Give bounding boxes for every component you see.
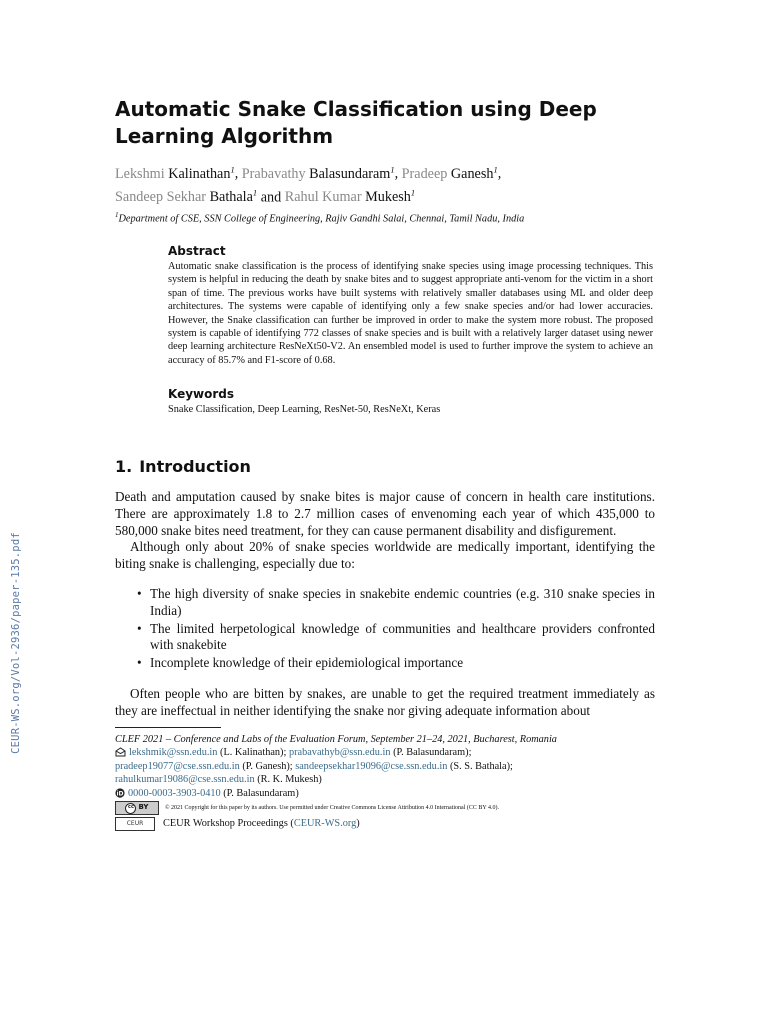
author-4: Sandeep Sekhar Bathala$^1$ <box>115 187 258 206</box>
author-3: Pradeep Ganesh$^1$ <box>401 164 498 182</box>
ceur-row <box>115 817 655 831</box>
email-link[interactable]: sandeepsekhar19096@cse.ssn.edu.in <box>295 760 448 772</box>
abstract-heading: Abstract <box>168 244 226 258</box>
sidebar-url[interactable] <box>8 520 24 765</box>
list-item: • The limited herpetological knowledge of communities and healthcare providers confronted with snakebite <box>137 620 655 653</box>
email-link[interactable]: lekshmik@ssn.edu.in <box>129 747 218 759</box>
ceur-label: CEUR Workshop Proceedings (CEUR-WS.org) <box>163 818 360 830</box>
paper-title: Automatic Snake Classification using Deep Learning Algorithm <box>115 97 597 148</box>
footnote-rule <box>115 727 221 728</box>
orcid-icon <box>115 788 125 798</box>
keywords-heading: Keywords <box>168 387 235 401</box>
cc-by-icon: cc BY <box>115 801 159 815</box>
email-link[interactable]: pradeep19077@cse.ssn.edu.in <box>115 760 240 772</box>
affiliation: $^1$Department of CSE, SSN College of Engineering, Rajiv Gandhi Salai, Chennai, Tamil Nadu, India <box>115 211 525 225</box>
keywords-text: Snake Classification, Deep Learning, ResNet-50, ResNeXt, Keras <box>168 404 441 415</box>
list-item: • The high diversity of snake species in snakebite endemic countries (e.g. 310 snake species in India) <box>137 586 655 618</box>
paragraph-2: Although only about 20% of snake species worldwide are medically important, identifying the biting snake is challenging, especially due to: <box>115 539 655 571</box>
bullet-glyph: • <box>137 586 142 601</box>
svg-text:iD: iD <box>116 790 124 798</box>
orcid-link[interactable]: 0000-0003-3903-0410 <box>128 787 221 799</box>
abstract-text: Automatic snake classification is the process of identifying snake species using image processing techniques. This system is helpful in reducing the death by snake bites and to suggest appropriate anti-venom for the victim in a short span of time. The previous works have built systems with relatively smaller databases using ML and older deep architectures. The systems were capable of identifying only a few snake species and/or had lower accuracies. However, the Snake classification can further be improved in order to make the system more robust. The proposed system is capable of identifying 772 classes of snake species and is built with a relatively larger dataset using newer deep learning architecture ResNeXt50-V2. An ensembled model is used to further improve the system to achieve an accuracy of 85.7% and F1-score of 0.68. <box>168 261 653 366</box>
bullet-list <box>115 586 655 673</box>
author-5: Rahul Kumar Mukesh$^1$ <box>284 187 416 206</box>
email-line-1: lekshmik@ssn.edu.in (L. Kalinathan); prabavathyb@ssn.edu.in (P. Balasundaram); <box>115 746 655 759</box>
ceur-link[interactable]: CEUR-WS.org <box>293 818 357 830</box>
author-1: Lekshmi Kalinathan$^1$ <box>115 164 235 182</box>
license-text: © 2021 Copyright for this paper by its authors. Use permitted under Creative Commons License Attribution 4.0 International (CC BY 4.0). <box>165 805 499 812</box>
bullet-glyph: • <box>137 620 142 636</box>
and-word: and <box>260 189 282 206</box>
author-list: Lekshmi Kalinathan$^1$, Prabavathy Balasundaram$^1$, Pradeep Ganesh$^1$, Sandeep Sekhar Bathala$^1$ and Rahul Kumar Mukesh$^1$ <box>115 164 502 206</box>
orcid-line: iD 0000-0003-3903-0410 (P. Balasundaram) <box>116 787 299 799</box>
email-line-3: rahulkumar19086@cse.ssn.edu.in (R. K. Mukesh) <box>115 774 322 786</box>
list-item: • Incomplete knowledge of their epidemiological importance <box>137 655 464 671</box>
author-2: Prabavathy Balasundaram$^1$ <box>241 164 395 182</box>
footnotes <box>115 733 655 831</box>
conference-note: CLEF 2021 – Conference and Labs of the Evaluation Forum, September 21–24, 2021, Bucharest, Romania <box>115 734 557 745</box>
email-link[interactable]: prabavathyb@ssn.edu.in <box>288 747 391 759</box>
email-link[interactable]: rahulkumar19086@cse.ssn.edu.in <box>115 774 255 786</box>
ceur-logo-icon: CEUR <box>115 817 155 831</box>
email-line-2: pradeep19077@cse.ssn.edu.in (P. Ganesh); sandeepsekhar19096@cse.ssn.edu.in (S. S. Bathala); <box>115 760 513 772</box>
section-heading: 1. Introduction <box>115 457 251 476</box>
envelope-icon <box>115 747 126 757</box>
paragraph-3: Often people who are bitten by snakes, are unable to get the required treatment immediately as they are ineffectual in neither identifying the snake nor giving adequate information about <box>115 686 655 718</box>
sidebar-url-text[interactable]: CEUR-WS.org/Vol-2936/paper-135.pdf <box>10 531 22 754</box>
bullet-glyph: • <box>137 655 142 671</box>
license-row <box>115 801 655 815</box>
paragraph-1: Death and amputation caused by snake bites is major cause of concern in health care institutions. There are approximately 1.8 to 2.7 million cases of envenoming each year of which 435,000 to 580,000 snake bites need treatment, for they can cause permanent disability and disfigurement. <box>115 489 655 538</box>
